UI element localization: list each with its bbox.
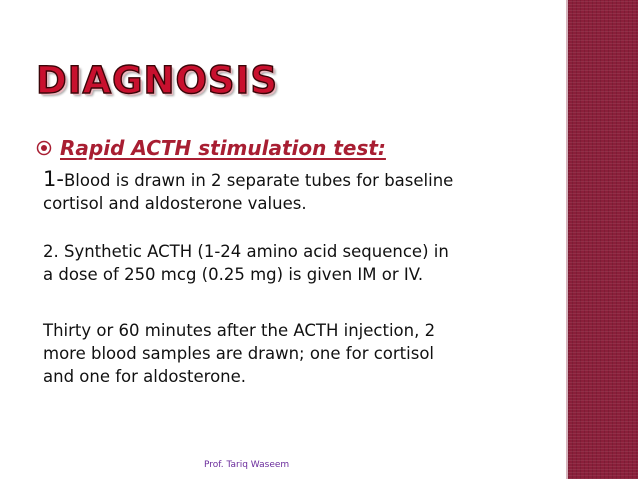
step-3-paragraph: Thirty or 60 minutes after the ACTH injection, 2 more blood samples are drawn; one for cortisol and one for aldosterone. xyxy=(43,321,436,386)
decorative-sidebar xyxy=(568,0,638,479)
circled-dot-icon xyxy=(36,140,52,156)
step-1-text: Blood is drawn in 2 separate tubes for baseline cortisol and aldosterone values. xyxy=(43,171,454,213)
bullet-row xyxy=(36,136,386,160)
subheading: Rapid ACTH stimulation test: xyxy=(60,136,386,160)
footer-author: Prof. Tariq Waseem xyxy=(204,460,290,470)
step-1-paragraph xyxy=(43,168,453,215)
slide-title: DIAGNOSIS xyxy=(36,59,278,102)
step-2-paragraph: 2. Synthetic ACTH (1-24 amino acid sequence) in a dose of 250 mcg (0.25 mg) is given IM or IV. xyxy=(43,242,449,284)
step-1-number: 1- xyxy=(43,167,64,191)
